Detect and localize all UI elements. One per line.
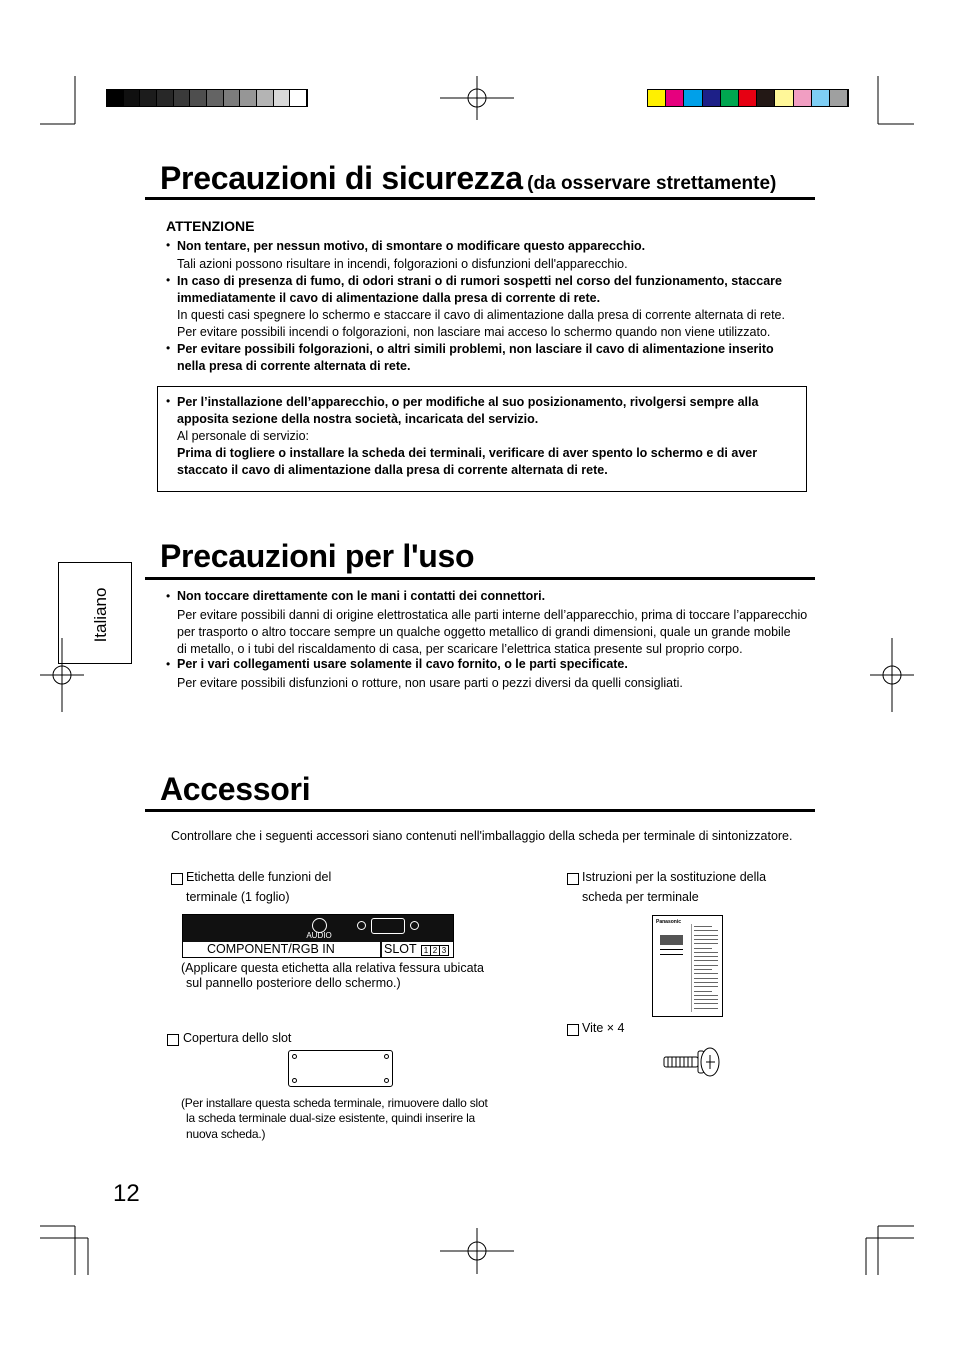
- label-item-line-1: Etichetta delle funzioni del: [186, 870, 332, 884]
- usage-b2-bold: Per i vari collegamenti usare solamente il cavo fornito, o le parti specificate.: [177, 657, 628, 671]
- safety-b3-bold-2: nella presa di corrente alternata di rete.: [177, 359, 411, 373]
- sheet-text-line: [694, 995, 718, 996]
- gray-swatch: [207, 90, 224, 106]
- checkbox-icon: [167, 1034, 179, 1046]
- screw-icon: [662, 1045, 722, 1081]
- sheet-text-line: [694, 930, 718, 931]
- safety-b3-bold-1: Per evitare possibili folgorazioni, o altri simili problemi, non lasciare il cavo di alimentazione inserito: [177, 342, 774, 356]
- safety-title: Precauzioni di sicurezza: [160, 160, 523, 196]
- usage-b1-text-1: Per evitare possibili danni di origine elettrostatica alle parti interne dell’apparecchio, prima di toccare l’apparecchio: [177, 608, 808, 622]
- checkbox-icon: [567, 873, 579, 885]
- safety-b2-bold-1: In caso di presenza di fumo, di odori strani o di rumori sospetti nel corso del funzionamento, staccare: [177, 274, 782, 288]
- usage-title: Precauzioni per l'uso: [160, 538, 475, 574]
- color-swatch: [794, 90, 812, 106]
- safety-b2-text-1: In questi casi spegnere lo schermo e staccare il cavo di alimentazione dalla presa di corrente alternata di rete.: [177, 308, 785, 322]
- instruction-sheet-illustration: [652, 915, 723, 1017]
- label-note-2: sul pannello posteriore dello schermo.): [186, 976, 401, 990]
- sheet-text-line: [694, 960, 718, 961]
- safety-b2-bold-2: immediatamente il cavo di alimentazione dalla presa di corrente di rete.: [177, 291, 601, 305]
- color-swatch: [721, 90, 739, 106]
- gray-swatch: [174, 90, 191, 106]
- sheet-text-line: [694, 952, 718, 953]
- audio-label: AUDIO: [306, 931, 332, 940]
- box-bold-1: Per l’installazione dell’apparecchio, o per modifiche al suo posizionamento, rivolgersi sempre alla: [177, 395, 759, 409]
- usage-b1-text-2: per trasporto o altro toccare sempre un qualche oggetto metallico di grandi dimensioni, quale un grande mobile: [177, 625, 791, 639]
- language-tab: [58, 562, 132, 664]
- sheet-text-line: [694, 926, 712, 927]
- gray-swatch: [224, 90, 241, 106]
- color-swatch: [830, 90, 848, 106]
- bullet-icon: •: [166, 273, 171, 287]
- color-swatch: [757, 90, 775, 106]
- slot-number: 3: [440, 945, 449, 956]
- usage-b1-text-3: di metallo, o i tubi del riscaldamento di casa, per scaricare l’elettrica statica presente sul proprio corpo.: [177, 642, 743, 656]
- gray-swatch: [140, 90, 157, 106]
- sheet-text-line: [694, 999, 718, 1000]
- color-swatch: [648, 90, 666, 106]
- gray-swatch: [157, 90, 174, 106]
- label-note-1: (Applicare questa etichetta alla relativa fessura ubicata: [181, 961, 484, 975]
- sheet-text-line: [694, 935, 718, 936]
- safety-b2-text-2: Per evitare possibili incendi o folgorazioni, non lasciare mai acceso lo schermo quando non viene utilizzato.: [177, 325, 771, 339]
- safety-section-title: [160, 160, 776, 197]
- cover-note-1: (Per installare questa scheda terminale, rimuovere dallo slot: [181, 1096, 488, 1110]
- terminal-label-illustration: [182, 914, 454, 958]
- color-swatch: [684, 90, 702, 106]
- gray-swatch: [124, 90, 141, 106]
- sheet-text-line: [694, 978, 718, 979]
- instr-item-line-2: scheda per terminale: [582, 890, 699, 904]
- accessories-title: Accessori: [160, 771, 311, 807]
- usage-b2-text: Per evitare possibili disfunzioni o rotture, non usare parti o pezzi diversi da quelli consigliati.: [177, 676, 683, 690]
- accessories-rule: [145, 809, 815, 812]
- sheet-text-line: [694, 969, 712, 970]
- checkbox-icon: [567, 1024, 579, 1036]
- safety-rule: [145, 197, 815, 200]
- bullet-icon: •: [166, 394, 171, 408]
- cover-note-3: nuova scheda.): [186, 1127, 266, 1141]
- safety-b1-text: Tali azioni possono risultare in incendi, folgorazioni o disfunzioni dell'apparecchio.: [177, 257, 628, 271]
- language-tab-label: Italiano: [91, 587, 110, 643]
- slot-number-boxes: [421, 945, 449, 956]
- checkbox-icon: [171, 873, 183, 885]
- sheet-text-line: [694, 965, 718, 966]
- box-bold-3: Prima di togliere o installare la scheda dei terminali, verificare di aver spento lo schermo e di aver: [177, 446, 758, 460]
- color-swatch: [739, 90, 757, 106]
- usage-rule: [145, 577, 815, 580]
- accessories-intro: Controllare che i seguenti accessori siano contenuti nell'imballaggio della scheda per terminale di sintonizzatore.: [171, 829, 793, 843]
- dsub-connector-icon: [371, 918, 405, 934]
- gray-swatch: [107, 90, 124, 106]
- safety-subtitle: (da osservare strettamente): [527, 173, 777, 194]
- sheet-text-line: [694, 991, 712, 992]
- bullet-icon: •: [166, 589, 171, 603]
- component-label: COMPONENT/RGB IN: [207, 942, 335, 956]
- gray-swatch: [240, 90, 257, 106]
- sheet-text-line: [694, 1003, 718, 1004]
- safety-b1-bold: Non tentare, per nessun motivo, di smontare o modificare questo apparecchio.: [177, 239, 646, 253]
- sheet-text-line: [694, 943, 718, 944]
- sheet-text-line: [694, 939, 718, 940]
- gray-swatch: [257, 90, 274, 106]
- box-bold-4: staccato il cavo di alimentazione dalla presa di corrente alternata di rete.: [177, 463, 608, 477]
- screw-item: Vite × 4: [582, 1021, 625, 1035]
- color-calibration-bar: [647, 89, 849, 107]
- screw-hole-icon: [410, 921, 419, 930]
- sheet-text-line: [694, 1008, 718, 1009]
- sheet-text-line: [694, 986, 718, 987]
- gray-calibration-bar: [106, 89, 308, 107]
- bullet-icon: •: [166, 341, 171, 355]
- color-swatch: [703, 90, 721, 106]
- color-swatch: [666, 90, 684, 106]
- label-item-line-2: terminale (1 foglio): [186, 890, 290, 904]
- slot-number: 2: [431, 945, 440, 956]
- bullet-icon: •: [166, 238, 171, 252]
- cover-item: Copertura dello slot: [183, 1031, 292, 1045]
- bullet-icon: •: [166, 657, 171, 671]
- color-swatch: [812, 90, 830, 106]
- slot-number: 1: [421, 945, 431, 956]
- page-number: 12: [113, 1180, 140, 1207]
- cover-note-2: la scheda terminale dual-size esistente, quindi inserire la: [186, 1111, 476, 1125]
- box-bold-2: apposita sezione della nostra società, incaricata del servizio.: [177, 412, 539, 426]
- sheet-text-line: [694, 948, 712, 949]
- slot-label: SLOT: [384, 942, 417, 956]
- sheet-text-line: [694, 956, 718, 957]
- brand-logo: Panasonic: [656, 919, 682, 925]
- box-text: Al personale di servizio:: [177, 429, 310, 443]
- instr-item-line-1: Istruzioni per la sostituzione della: [582, 870, 767, 884]
- slot-cover-illustration: [288, 1050, 393, 1087]
- usage-b1-bold: Non toccare direttamente con le mani i contatti dei connettori.: [177, 589, 546, 603]
- gray-swatch: [274, 90, 291, 106]
- sheet-text-line: [694, 982, 718, 983]
- screw-hole-icon: [357, 921, 366, 930]
- sheet-text-line: [694, 973, 718, 974]
- color-swatch: [775, 90, 793, 106]
- gray-swatch: [290, 90, 307, 106]
- attention-heading: ATTENZIONE: [166, 218, 255, 234]
- gray-swatch: [190, 90, 207, 106]
